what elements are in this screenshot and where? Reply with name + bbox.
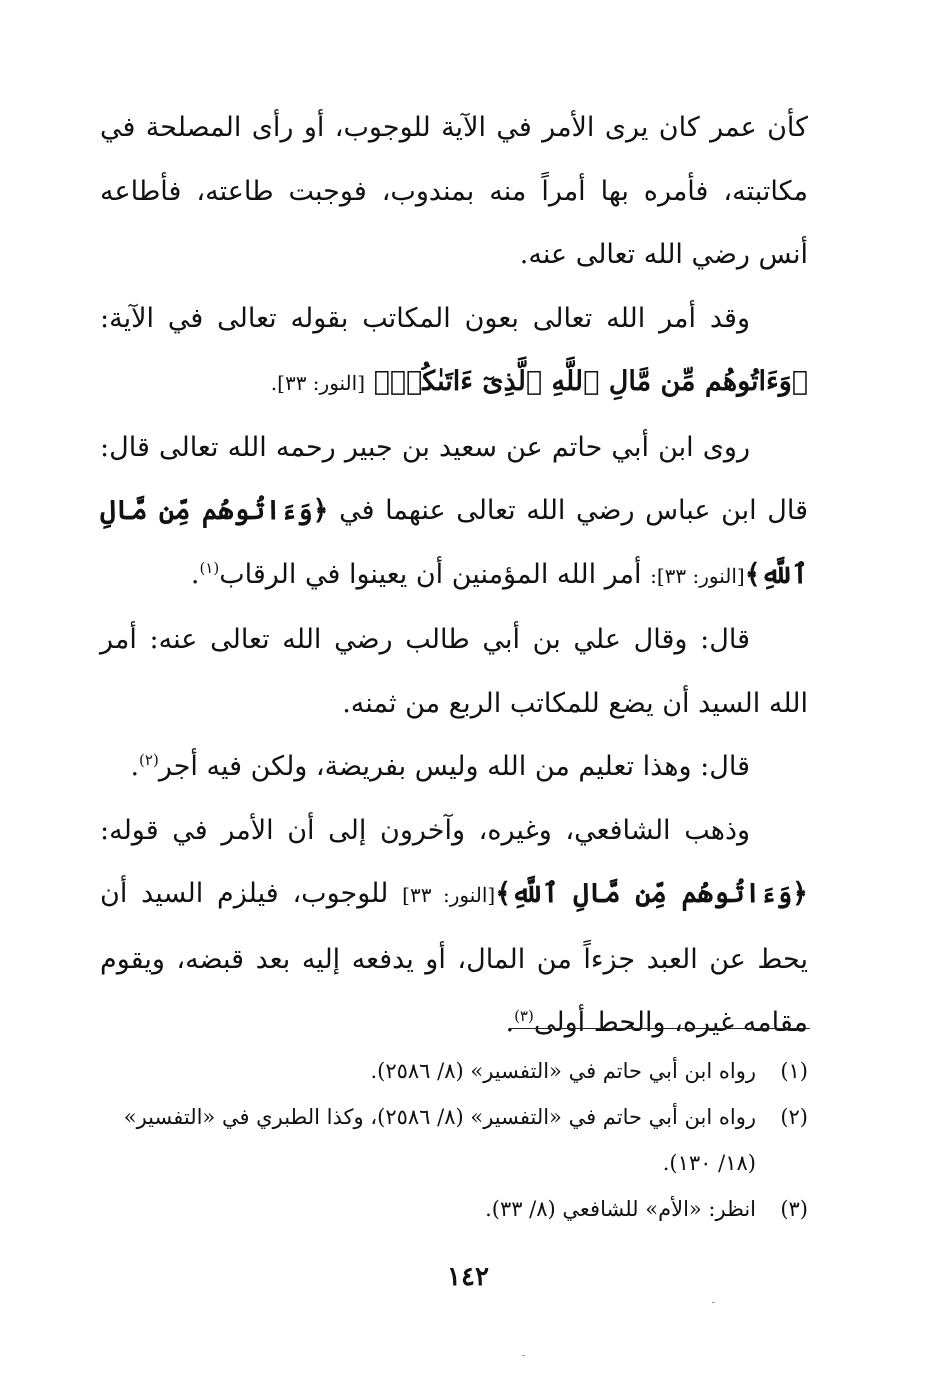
page-number: ١٤٢ <box>447 1262 489 1292</box>
paragraph-6 <box>100 799 808 1055</box>
paragraph-3-text-a: روى ابن أبي حاتم عن سعيد بن جبير رحمه الله تعالى قال: قال ابن عباس رضي الله تعالى عنهما في <box>100 431 808 526</box>
scan-speck <box>712 1302 715 1303</box>
paragraph-3-text-b: أمر الله المؤمنين أن يعينوا في الرقاب <box>219 558 642 590</box>
paragraph-3-end: . <box>190 558 200 590</box>
paragraph-1-text: كأن عمر كان يرى الأمر في الآية للوجوب، أو رأى المصلحة في مكاتبته، فأمره بها أمراً منه بمندوب، فوجبت طاعته، فأطاعه أنس رضي الله تعالى عنه. <box>100 112 808 270</box>
footnote-number: (٣) <box>780 1197 808 1221</box>
footnote-text: انظر: «الأم» للشافعي (٨/ ٣٣). <box>485 1197 756 1221</box>
footnote-text: رواه ابن أبي حاتم في «التفسير» (٨/ ٢٥٨٦)، وكذا الطبري في «التفسير» (١٨/ ١٣٠). <box>123 1105 756 1175</box>
paragraph-4-text: قال: وقال علي بن أبي طالب رضي الله تعالى عنه: أمر الله السيد أن يضع للمكاتب الربع من ثمنه. <box>100 624 808 719</box>
footnote-item <box>100 1048 808 1094</box>
verse-reference: [النور: ٣٣] <box>402 883 496 907</box>
main-text <box>100 96 808 1055</box>
paragraph-6-text-a: وذهب الشافعي، وغيره، وآخرون إلى أن الأمر في قوله: <box>100 814 750 846</box>
footnote-marker[interactable]: (١) <box>199 558 220 577</box>
footnote-marker[interactable]: (٣) <box>514 1007 534 1025</box>
footnotes <box>100 1048 808 1232</box>
footnote-number: (٢) <box>780 1105 808 1129</box>
footnote-item <box>100 1094 808 1186</box>
paragraph-5-end: . <box>130 751 140 782</box>
paragraph-4 <box>100 608 808 735</box>
footnote-number: (١) <box>780 1059 808 1083</box>
footnote-item <box>100 1186 808 1232</box>
footnote-text: رواه ابن أبي حاتم في «التفسير» (٨/ ٢٥٨٦). <box>370 1059 756 1083</box>
scan-speck <box>522 1355 525 1356</box>
paragraph-2 <box>100 287 808 416</box>
quran-verse: ﴿وَءَاتُوهُم مِّن مَّالِ ٱللَّهِ ٱلَّذِىٓ ءَاتَىٰكُمۡ﴾ <box>373 366 808 397</box>
verse-reference: [النور: ٣٣]: <box>650 563 745 588</box>
paragraph-6-end: . <box>505 1007 515 1038</box>
paragraph-6-text-b: للوجوب، فيلزم السيد أن يحط عن العبد جزءاً من المال، أو يدفعه إليه بعد قبضه، ويقوم مقامه غيره، والحط أولى <box>100 878 808 1038</box>
paragraph-1 <box>100 96 808 287</box>
verse-reference: [النور: ٣٣]. <box>270 371 366 395</box>
quran-verse: ﴿وَءَاتُوهُم مِّن مَّالِ ٱللَّهِ﴾ <box>100 495 808 590</box>
paragraph-2-text: وقد أمر الله تعالى بعون المكاتب بقوله تعالى في الآية: <box>100 302 750 334</box>
paragraph-3 <box>100 416 808 609</box>
paragraph-5 <box>100 735 808 799</box>
quran-verse: ﴿وَءَاتُوهُم مِّن مَّالِ ٱللَّهِ﴾ <box>495 878 809 909</box>
footnote-separator <box>510 1028 810 1029</box>
paragraph-5-text: قال: وهذا تعليم من الله وليس بفريضة، ولكن فيه أجر <box>158 751 750 782</box>
footnote-marker[interactable]: (٢) <box>139 751 159 769</box>
